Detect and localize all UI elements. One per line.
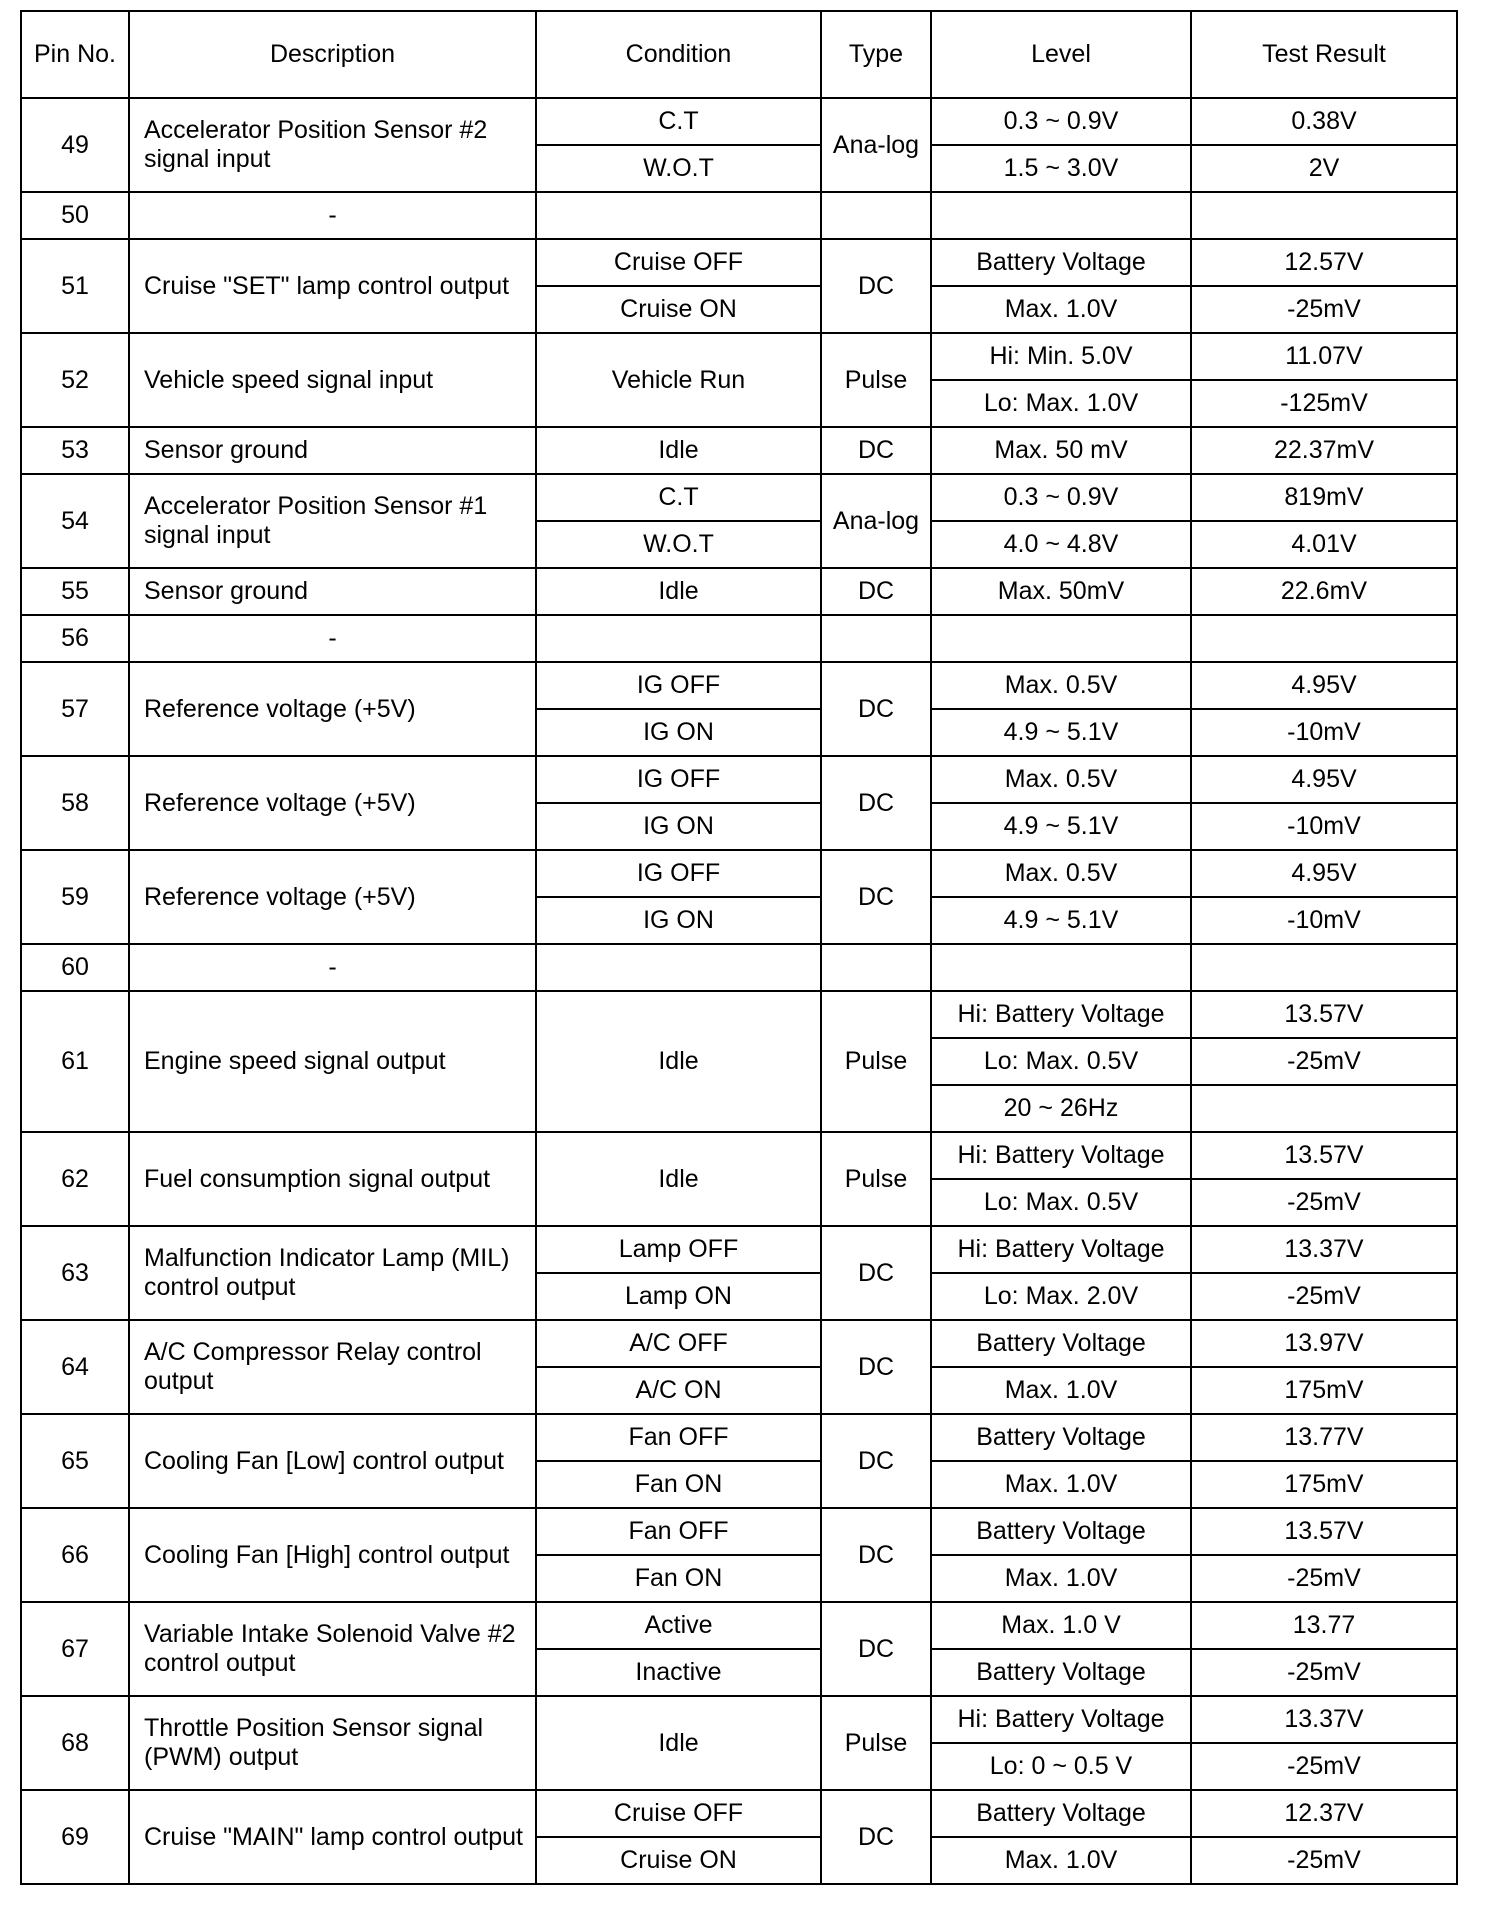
header-pin: Pin No.: [21, 11, 129, 98]
test-result: 819mV: [1191, 474, 1457, 521]
description: -: [129, 615, 536, 662]
condition: Cruise ON: [536, 286, 821, 333]
description: Vehicle speed signal input: [129, 333, 536, 427]
test-result: 13.77V: [1191, 1414, 1457, 1461]
level: Battery Voltage: [931, 1414, 1191, 1461]
level: Lo: Max. 0.5V: [931, 1179, 1191, 1226]
description: Reference voltage (+5V): [129, 756, 536, 850]
test-result: [1191, 944, 1457, 991]
level: Max. 1.0V: [931, 1555, 1191, 1602]
pin-number: 56: [21, 615, 129, 662]
condition: Active: [536, 1602, 821, 1649]
description: Accelerator Position Sensor #2 signal input: [129, 98, 536, 192]
signal-type: DC: [821, 1320, 931, 1414]
condition: Fan ON: [536, 1555, 821, 1602]
level: [931, 615, 1191, 662]
test-result: 4.95V: [1191, 662, 1457, 709]
table-row: [21, 1414, 1457, 1461]
pin-number: 69: [21, 1790, 129, 1884]
description: -: [129, 944, 536, 991]
test-result: 12.57V: [1191, 239, 1457, 286]
header-description: Description: [129, 11, 536, 98]
pin-number: 53: [21, 427, 129, 474]
level: Max. 50 mV: [931, 427, 1191, 474]
condition: Idle: [536, 1132, 821, 1226]
condition: A/C OFF: [536, 1320, 821, 1367]
description: Reference voltage (+5V): [129, 662, 536, 756]
table-row: [21, 1508, 1457, 1555]
condition: Vehicle Run: [536, 333, 821, 427]
condition: C.T: [536, 98, 821, 145]
signal-type: DC: [821, 662, 931, 756]
pin-number: 49: [21, 98, 129, 192]
test-result: 13.37V: [1191, 1696, 1457, 1743]
level: Battery Voltage: [931, 1649, 1191, 1696]
level: Lo: Max. 1.0V: [931, 380, 1191, 427]
level: Battery Voltage: [931, 1320, 1191, 1367]
test-result: [1191, 1085, 1457, 1132]
condition: A/C ON: [536, 1367, 821, 1414]
level: Battery Voltage: [931, 1508, 1191, 1555]
table-row: [21, 333, 1457, 380]
table-row: [21, 192, 1457, 239]
condition: Idle: [536, 991, 821, 1132]
test-result: -25mV: [1191, 1179, 1457, 1226]
pin-number: 54: [21, 474, 129, 568]
pin-number: 57: [21, 662, 129, 756]
level: Hi: Min. 5.0V: [931, 333, 1191, 380]
level: 0.3 ~ 0.9V: [931, 474, 1191, 521]
test-result: 4.95V: [1191, 850, 1457, 897]
test-result: -25mV: [1191, 286, 1457, 333]
signal-type: Pulse: [821, 333, 931, 427]
header-type: Type: [821, 11, 931, 98]
signal-type: DC: [821, 850, 931, 944]
test-result: [1191, 192, 1457, 239]
table-row: [21, 850, 1457, 897]
signal-type: Pulse: [821, 1696, 931, 1790]
condition: C.T: [536, 474, 821, 521]
description: Variable Intake Solenoid Valve #2 control output: [129, 1602, 536, 1696]
description: Cruise "SET" lamp control output: [129, 239, 536, 333]
level: Max. 0.5V: [931, 850, 1191, 897]
table-row: [21, 1320, 1457, 1367]
condition: Cruise ON: [536, 1837, 821, 1884]
level: Battery Voltage: [931, 1790, 1191, 1837]
condition: Fan OFF: [536, 1508, 821, 1555]
level: Hi: Battery Voltage: [931, 991, 1191, 1038]
pin-number: 61: [21, 991, 129, 1132]
description: Cooling Fan [Low] control output: [129, 1414, 536, 1508]
signal-type: DC: [821, 568, 931, 615]
pin-number: 52: [21, 333, 129, 427]
level: Hi: Battery Voltage: [931, 1226, 1191, 1273]
description: -: [129, 192, 536, 239]
pin-number: 60: [21, 944, 129, 991]
level: Max. 1.0V: [931, 1367, 1191, 1414]
condition: Fan OFF: [536, 1414, 821, 1461]
level: Battery Voltage: [931, 239, 1191, 286]
level: 4.0 ~ 4.8V: [931, 521, 1191, 568]
condition: [536, 615, 821, 662]
test-result: 175mV: [1191, 1367, 1457, 1414]
condition: Idle: [536, 1696, 821, 1790]
test-result: -125mV: [1191, 380, 1457, 427]
level: Max. 0.5V: [931, 662, 1191, 709]
table-row: [21, 1790, 1457, 1837]
pin-number: 62: [21, 1132, 129, 1226]
pin-number: 50: [21, 192, 129, 239]
pin-test-table: [20, 10, 1458, 1885]
test-result: -25mV: [1191, 1837, 1457, 1884]
table-row: [21, 1226, 1457, 1273]
signal-type: Pulse: [821, 991, 931, 1132]
level: 4.9 ~ 5.1V: [931, 709, 1191, 756]
description: Cooling Fan [High] control output: [129, 1508, 536, 1602]
condition: IG OFF: [536, 756, 821, 803]
test-result: 13.57V: [1191, 1132, 1457, 1179]
level: Max. 50mV: [931, 568, 1191, 615]
level: Lo: Max. 0.5V: [931, 1038, 1191, 1085]
level: Hi: Battery Voltage: [931, 1132, 1191, 1179]
test-result: [1191, 615, 1457, 662]
signal-type: DC: [821, 1226, 931, 1320]
test-result: 175mV: [1191, 1461, 1457, 1508]
pin-number: 63: [21, 1226, 129, 1320]
pin-number: 64: [21, 1320, 129, 1414]
signal-type: Ana-log: [821, 98, 931, 192]
description: Reference voltage (+5V): [129, 850, 536, 944]
table-row: [21, 427, 1457, 474]
test-result: -10mV: [1191, 897, 1457, 944]
test-result: 13.57V: [1191, 991, 1457, 1038]
header-condition: Condition: [536, 11, 821, 98]
table-row: [21, 1696, 1457, 1743]
signal-type: DC: [821, 1414, 931, 1508]
test-result: 13.97V: [1191, 1320, 1457, 1367]
signal-type: DC: [821, 427, 931, 474]
condition: Idle: [536, 568, 821, 615]
test-result: 11.07V: [1191, 333, 1457, 380]
table-row: [21, 568, 1457, 615]
condition: Lamp OFF: [536, 1226, 821, 1273]
table-row: [21, 991, 1457, 1038]
test-result: -25mV: [1191, 1555, 1457, 1602]
description: Sensor ground: [129, 427, 536, 474]
table-row: [21, 98, 1457, 145]
test-result: 22.37mV: [1191, 427, 1457, 474]
pin-number: 65: [21, 1414, 129, 1508]
condition: Idle: [536, 427, 821, 474]
condition: IG ON: [536, 709, 821, 756]
table-row: [21, 756, 1457, 803]
pin-number: 68: [21, 1696, 129, 1790]
test-result: -10mV: [1191, 709, 1457, 756]
header-test-result: Test Result: [1191, 11, 1457, 98]
table-row: [21, 239, 1457, 286]
test-result: 13.57V: [1191, 1508, 1457, 1555]
pin-number: 66: [21, 1508, 129, 1602]
condition: [536, 192, 821, 239]
condition: W.O.T: [536, 521, 821, 568]
description: Fuel consumption signal output: [129, 1132, 536, 1226]
test-result: 22.6mV: [1191, 568, 1457, 615]
signal-type: Pulse: [821, 1132, 931, 1226]
description: Cruise "MAIN" lamp control output: [129, 1790, 536, 1884]
table-row: [21, 1132, 1457, 1179]
signal-type: DC: [821, 239, 931, 333]
level: 20 ~ 26Hz: [931, 1085, 1191, 1132]
condition: Fan ON: [536, 1461, 821, 1508]
test-result: 2V: [1191, 145, 1457, 192]
signal-type: DC: [821, 1508, 931, 1602]
signal-type: [821, 192, 931, 239]
level: Max. 0.5V: [931, 756, 1191, 803]
level: [931, 944, 1191, 991]
signal-type: DC: [821, 756, 931, 850]
condition: IG OFF: [536, 850, 821, 897]
pin-number: 58: [21, 756, 129, 850]
test-result: 12.37V: [1191, 1790, 1457, 1837]
condition: Lamp ON: [536, 1273, 821, 1320]
test-result: -25mV: [1191, 1273, 1457, 1320]
header-row: [21, 11, 1457, 98]
level: Max. 1.0 V: [931, 1602, 1191, 1649]
pin-number: 59: [21, 850, 129, 944]
condition: IG ON: [536, 803, 821, 850]
level: 1.5 ~ 3.0V: [931, 145, 1191, 192]
test-result: 0.38V: [1191, 98, 1457, 145]
description: Throttle Position Sensor signal (PWM) output: [129, 1696, 536, 1790]
signal-type: [821, 944, 931, 991]
level: 0.3 ~ 0.9V: [931, 98, 1191, 145]
table-row: [21, 944, 1457, 991]
level: Hi: Battery Voltage: [931, 1696, 1191, 1743]
table-body: [21, 98, 1457, 1884]
level: [931, 192, 1191, 239]
description: Engine speed signal output: [129, 991, 536, 1132]
level: Lo: Max. 2.0V: [931, 1273, 1191, 1320]
test-result: 4.95V: [1191, 756, 1457, 803]
signal-type: DC: [821, 1790, 931, 1884]
test-result: -25mV: [1191, 1743, 1457, 1790]
test-result: 13.37V: [1191, 1226, 1457, 1273]
table-row: [21, 615, 1457, 662]
pin-number: 55: [21, 568, 129, 615]
pin-number: 51: [21, 239, 129, 333]
test-result: -25mV: [1191, 1649, 1457, 1696]
condition: IG OFF: [536, 662, 821, 709]
level: Max. 1.0V: [931, 1837, 1191, 1884]
test-result: 13.77: [1191, 1602, 1457, 1649]
level: 4.9 ~ 5.1V: [931, 803, 1191, 850]
condition: IG ON: [536, 897, 821, 944]
description: Accelerator Position Sensor #1 signal input: [129, 474, 536, 568]
level: Max. 1.0V: [931, 1461, 1191, 1508]
description: A/C Compressor Relay control output: [129, 1320, 536, 1414]
condition: [536, 944, 821, 991]
level: Lo: 0 ~ 0.5 V: [931, 1743, 1191, 1790]
signal-type: Ana-log: [821, 474, 931, 568]
table-row: [21, 1602, 1457, 1649]
table-row: [21, 662, 1457, 709]
test-result: 4.01V: [1191, 521, 1457, 568]
signal-type: DC: [821, 1602, 931, 1696]
description: Sensor ground: [129, 568, 536, 615]
level: 4.9 ~ 5.1V: [931, 897, 1191, 944]
level: Max. 1.0V: [931, 286, 1191, 333]
pin-number: 67: [21, 1602, 129, 1696]
signal-type: [821, 615, 931, 662]
test-result: -25mV: [1191, 1038, 1457, 1085]
condition: Cruise OFF: [536, 1790, 821, 1837]
test-result: -10mV: [1191, 803, 1457, 850]
condition: W.O.T: [536, 145, 821, 192]
description: Malfunction Indicator Lamp (MIL) control output: [129, 1226, 536, 1320]
condition: Cruise OFF: [536, 239, 821, 286]
table-row: [21, 474, 1457, 521]
condition: Inactive: [536, 1649, 821, 1696]
header-level: Level: [931, 11, 1191, 98]
